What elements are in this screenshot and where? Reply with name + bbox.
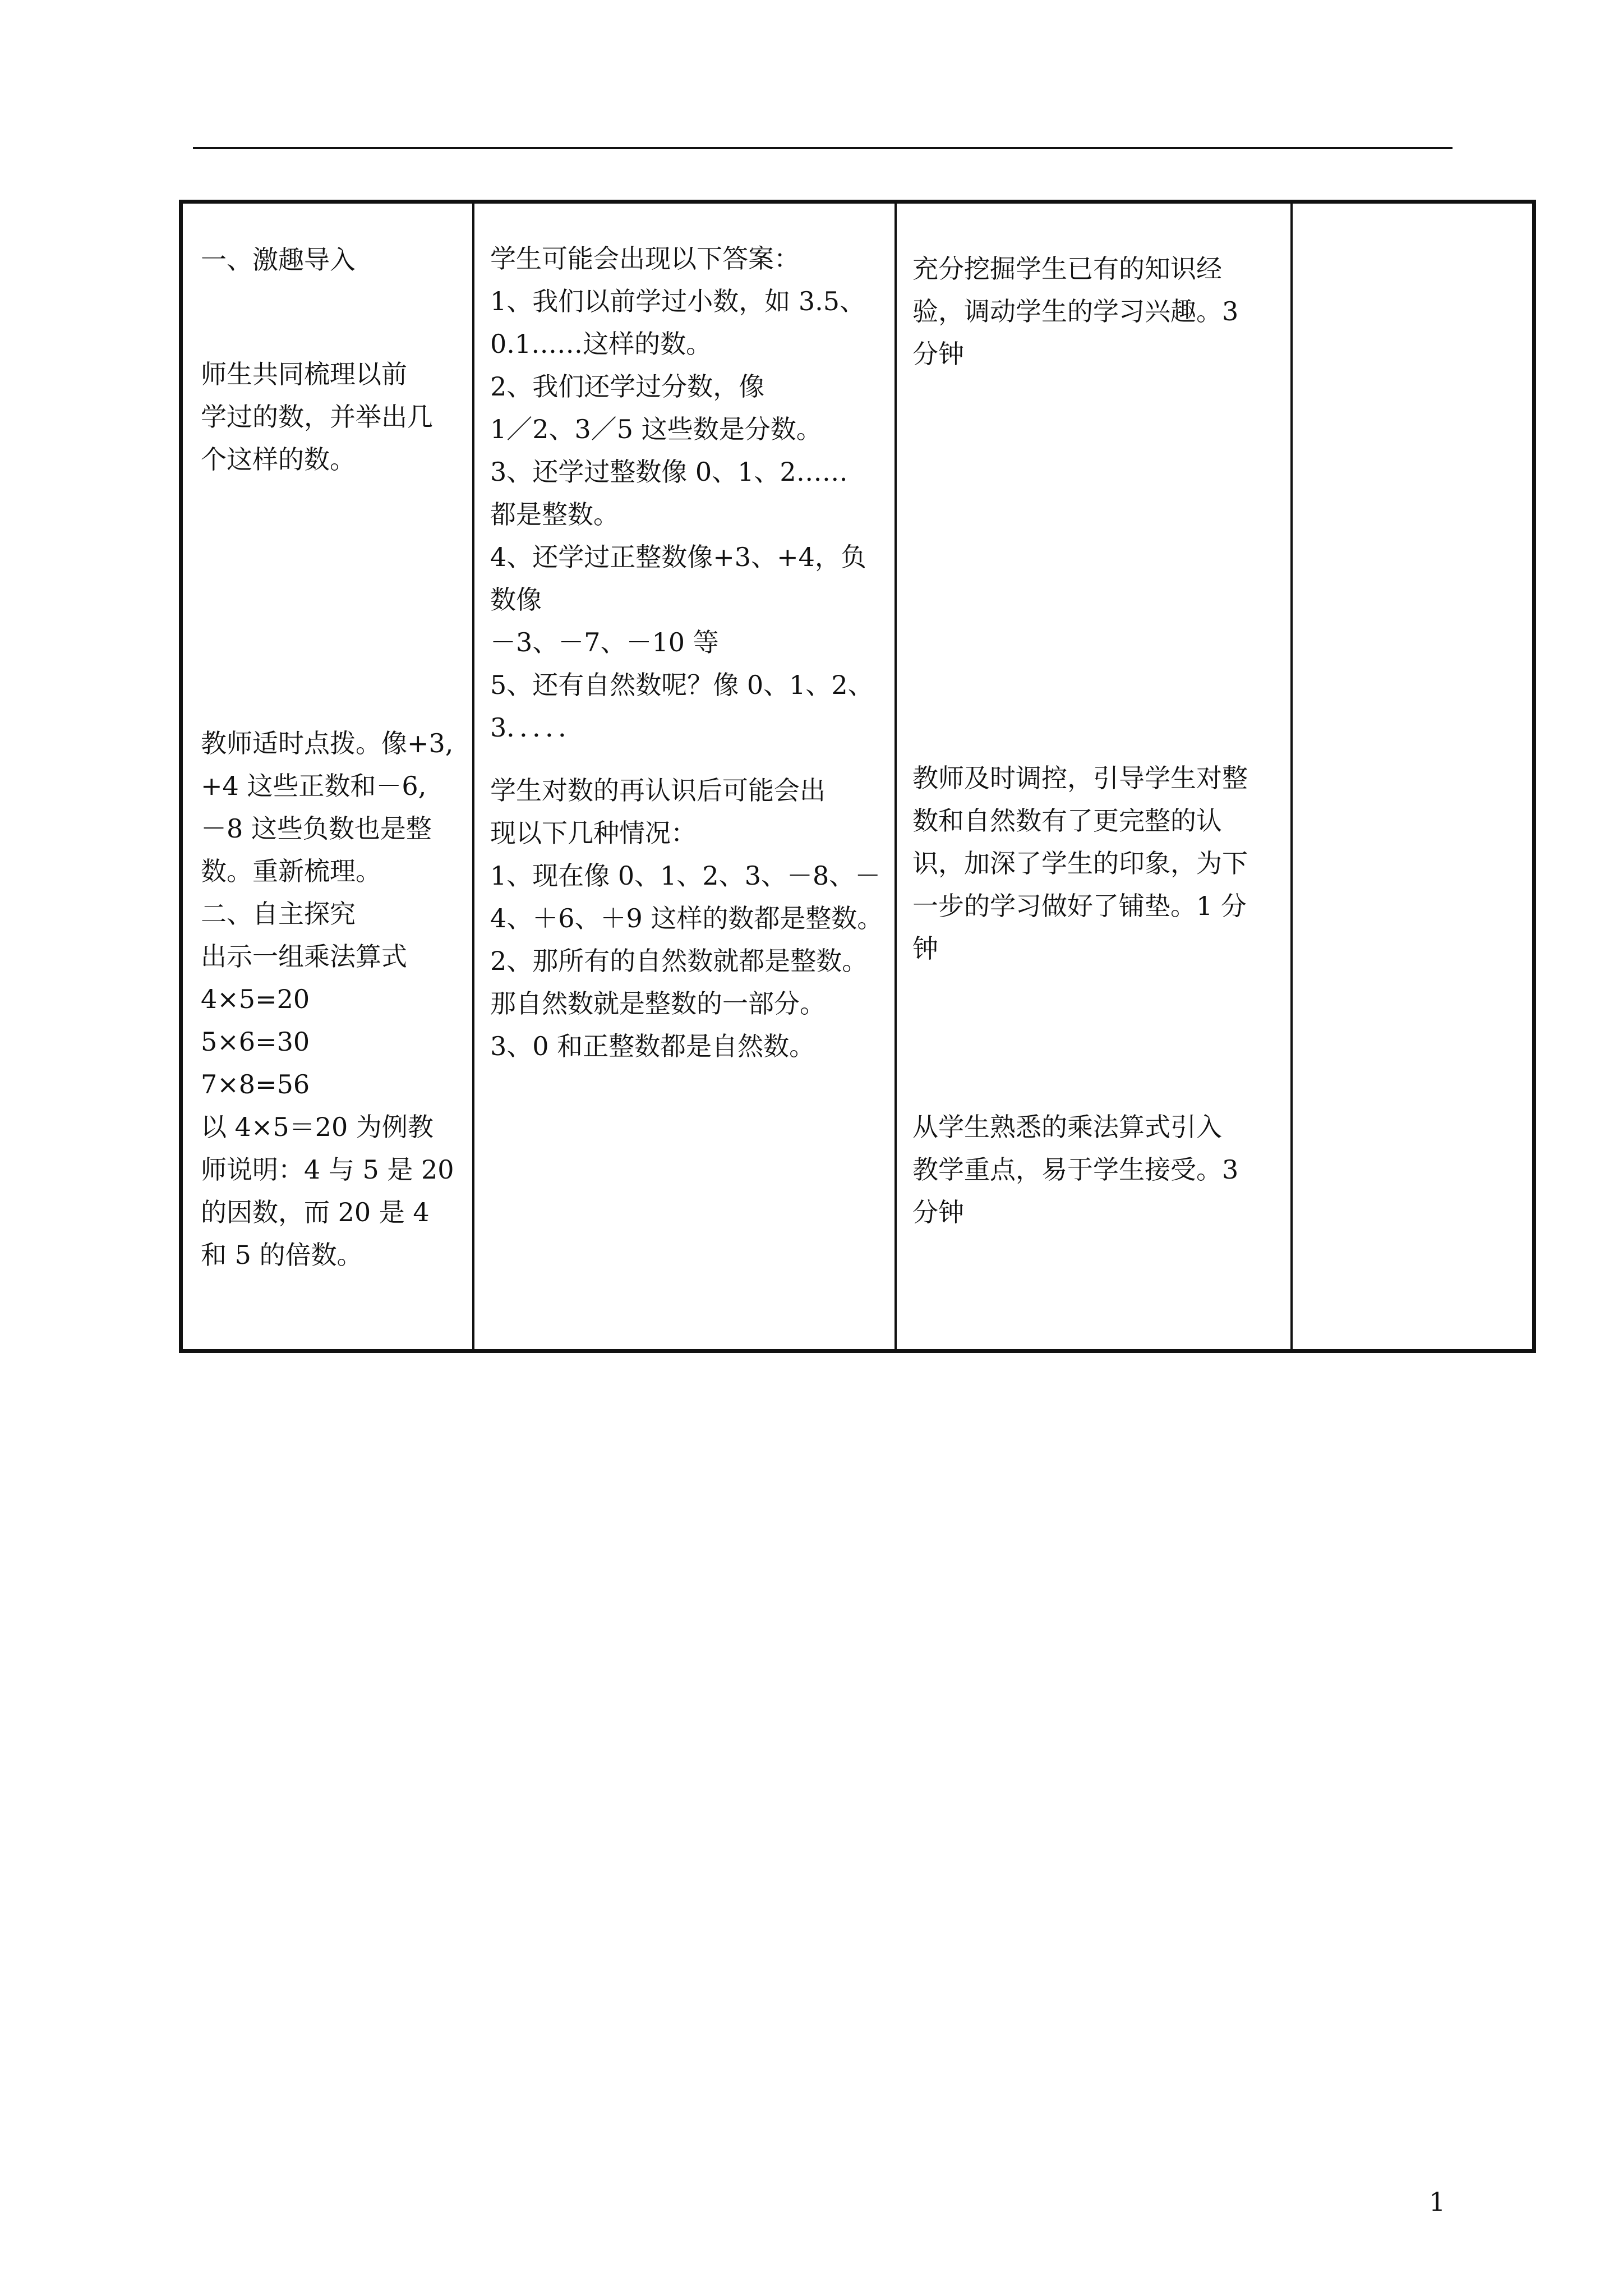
text-line: 师说明：4 与 5 是 20 — [201, 1154, 454, 1185]
column-notes-empty — [1290, 204, 1532, 1349]
text-line: 3、还学过整数像 0、1、2…… — [490, 457, 848, 487]
text-line: 识，加深了学生的印象，为下 — [912, 848, 1248, 878]
text-line: 教师及时调控，引导学生对整 — [912, 763, 1248, 793]
text-line: －3、－7、－10 等 — [490, 627, 719, 657]
text-line: 和 5 的倍数。 — [201, 1240, 363, 1270]
text-line: 2、那所有的自然数就都是整数。 — [490, 946, 868, 976]
text-line: 4、＋6、＋9 这样的数都是整数。 — [490, 903, 883, 933]
text-line: 学生可能会出现以下答案： — [490, 243, 800, 274]
text-line: 充分挖掘学生已有的知识经 — [912, 254, 1222, 284]
text-line: 3、0 和正整数都是自然数。 — [490, 1031, 815, 1061]
text-line: 分钟 — [912, 1197, 964, 1227]
text-line: +4 这些正数和－6, — [201, 771, 427, 801]
text-line: 4、还学过正整数像+3、+4，负 — [490, 542, 866, 572]
text-line: 师生共同梳理以前 — [201, 359, 407, 389]
text-line: 2、我们还学过分数，像 — [490, 371, 765, 402]
text-line: 学过的数，并举出几 — [201, 402, 433, 432]
text-line: 1、现在像 0、1、2、3、－8、－ — [490, 861, 881, 891]
text-line: 4×5=20 — [201, 984, 310, 1014]
text-line: 3．．．．． — [490, 712, 584, 743]
text-line: 教学重点，易于学生接受。3 — [912, 1154, 1239, 1185]
text-line: 数和自然数有了更完整的认 — [912, 806, 1222, 836]
text-line: 那自然数就是整数的一部分。 — [490, 988, 826, 1019]
header-rule — [193, 147, 1453, 149]
text-line: 0.1……这样的数。 — [490, 329, 712, 359]
text-line: 7×8=56 — [201, 1069, 310, 1099]
text-line: 1、我们以前学过小数，如 3.5、 — [490, 286, 866, 316]
text-line: 5、还有自然数呢？像 0、1、2、 — [490, 670, 874, 700]
text-line: 出示一组乘法算式 — [201, 941, 407, 972]
column-design-intent — [895, 204, 1290, 1349]
section-heading-intro: 一、激趣导入 — [201, 245, 356, 275]
spacer — [912, 375, 1279, 757]
text-line: 学生对数的再认识后可能会出 — [490, 775, 826, 806]
text-line: 个这样的数。 — [201, 444, 356, 475]
spacer — [201, 281, 460, 353]
text-line: 5×6=30 — [201, 1027, 310, 1057]
section-heading-explore: 二、自主探究 — [201, 899, 356, 929]
spacer — [201, 481, 460, 722]
text-line: －8 这些负数也是整 — [201, 813, 432, 844]
text-line: 从学生熟悉的乘法算式引入 — [912, 1112, 1222, 1142]
text-line: 以 4×5＝20 为例教 — [201, 1112, 434, 1142]
spacer — [912, 970, 1279, 1106]
text-line: 1／2、3／5 这些数是分数。 — [490, 414, 822, 444]
text-line: 数。重新梳理。 — [201, 856, 381, 886]
text-line: 分钟 — [912, 339, 964, 369]
text-line: 都是整数。 — [490, 499, 619, 530]
lesson-plan-table — [179, 200, 1536, 1353]
text-line: 教师适时点拨。像+3, — [201, 728, 454, 758]
text-line: 验，调动学生的学习兴趣。3 — [912, 296, 1239, 326]
page-number: 1 — [1429, 2187, 1446, 2217]
spacer — [490, 749, 884, 769]
text-line: 现以下几种情况： — [490, 818, 697, 848]
text-line: 钟 — [912, 933, 938, 964]
text-line: 一步的学习做好了铺垫。1 分 — [912, 891, 1247, 921]
text-line: 数像 — [490, 585, 542, 615]
column-teaching-process — [183, 204, 472, 1349]
text-line: 的因数，而 20 是 4 — [201, 1197, 430, 1227]
column-student-activity — [472, 204, 895, 1349]
